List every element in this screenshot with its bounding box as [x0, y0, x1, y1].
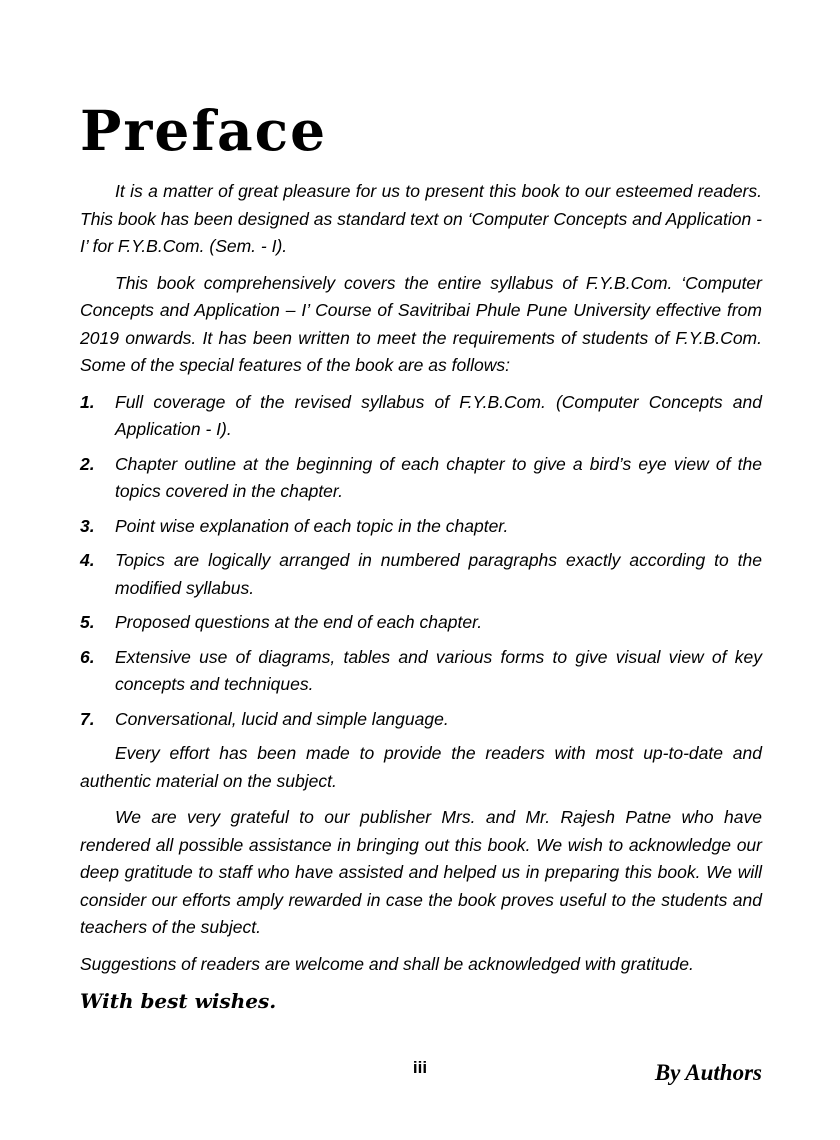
feature-number: 7. [80, 708, 95, 729]
feature-number: 2. [80, 453, 95, 474]
page-number: iii [412, 1058, 428, 1077]
closing-paragraph-3: Suggestions of readers are welcome and shall be acknowledged with gratitude. [80, 953, 694, 974]
feature-text: Chapter outline at the beginning of each chapter to give a bird’s eye view of the topics covered in the chapter. [115, 453, 762, 501]
feature-text: Extensive use of diagrams, tables and various forms to give visual view of key concepts and techniques. [115, 646, 762, 694]
features-list [80, 389, 762, 734]
feature-text: Proposed questions at the end of each chapter. [115, 612, 483, 632]
feature-item-3 [80, 513, 762, 541]
intro-paragraph-2: This book comprehensively covers the entire syllabus of F.Y.B.Com. ‘Computer Concepts and Application – I’ Course of Savitribai Phule Pune University effective from 2019 onwards. It has been written to meet the requirements of students of F.Y.B.Com. Some of the special features of the book are as follows: [80, 272, 762, 375]
feature-text: Topics are logically arranged in numbered paragraphs exactly according to the modified syllabus. [115, 550, 762, 598]
feature-number: 3. [80, 515, 95, 536]
feature-item-6 [80, 644, 762, 699]
closing-paragraph-2: We are very grateful to our publisher Mrs. and Mr. Rajesh Patne who have rendered all possible assistance in bringing out this book. We wish to acknowledge our deep gratitude to staff who have assisted and helped us in preparing this book. We will consider our efforts amply rewarded in case the book proves useful to the students and teachers of the subject. [80, 807, 762, 937]
feature-item-5 [80, 609, 762, 637]
feature-text: Full coverage of the revised syllabus of F.Y.B.Com. (Computer Concepts and Application - I). [115, 391, 762, 439]
closing-paragraph-1: Every effort has been made to provide the readers with most up-to-date and authentic material on the subject. [80, 743, 762, 791]
feature-item-7 [80, 706, 762, 734]
best-wishes-line: With best wishes. [80, 989, 277, 1013]
feature-number: 5. [80, 612, 95, 632]
feature-text: Conversational, lucid and simple language. [115, 708, 449, 729]
feature-number: 1. [80, 391, 95, 412]
feature-number: 4. [80, 550, 95, 570]
author-signature: By Authors [654, 1060, 762, 1085]
feature-item-2 [80, 451, 762, 506]
feature-text: Point wise explanation of each topic in the chapter. [115, 515, 509, 536]
intro-paragraph-1: It is a matter of great pleasure for us to present this book to our esteemed readers. This book has been designed as standard text on ‘Computer Concepts and Application - I’ for F.Y.B.Com. (Sem. - I). [80, 181, 762, 256]
feature-item-4 [80, 547, 762, 602]
page-title: Preface [80, 98, 328, 163]
feature-number: 6. [80, 646, 95, 667]
feature-item-1 [80, 389, 762, 444]
